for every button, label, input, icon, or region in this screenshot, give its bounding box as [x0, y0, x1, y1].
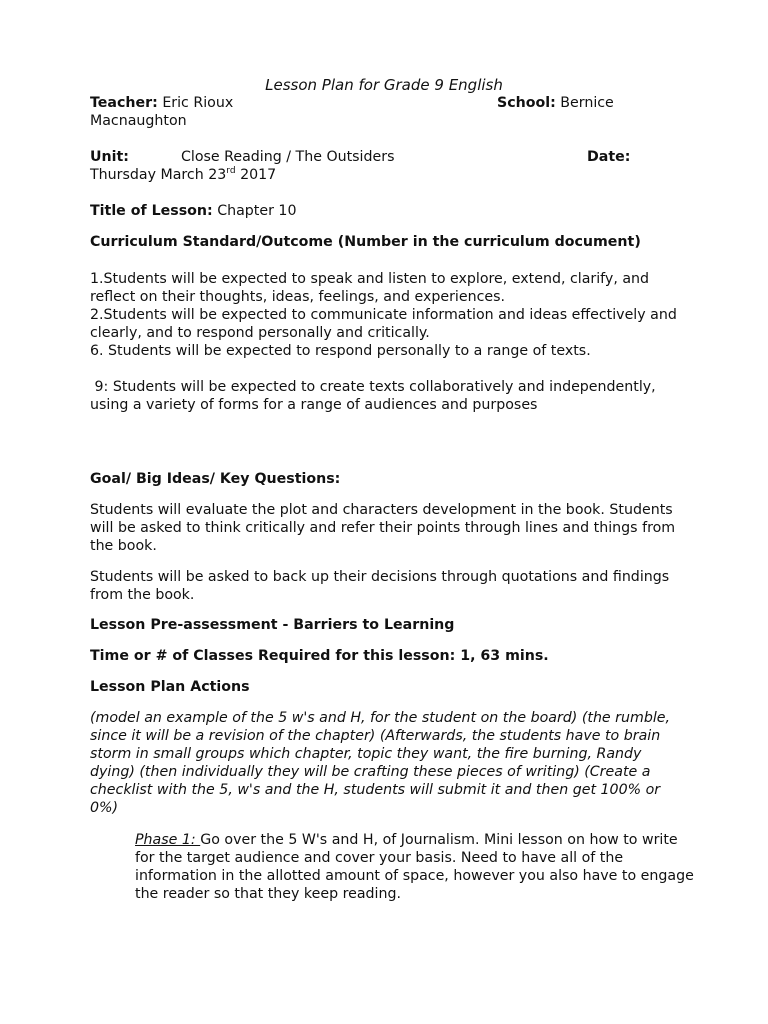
- school-line: [497, 94, 614, 112]
- school-value-continued: Macnaughton: [90, 113, 187, 129]
- pre-assessment-heading: Lesson Pre-assessment - Barriers to Learning: [90, 617, 455, 633]
- phase-1-paragraph: [135, 831, 695, 903]
- date-value-year: 2017: [235, 167, 277, 183]
- school-label: School:: [497, 95, 556, 111]
- teacher-value: Eric Rioux: [162, 95, 234, 111]
- lesson-title-label: Title of Lesson:: [90, 203, 213, 219]
- unit-label: Unit:: [90, 149, 129, 165]
- teacher-line: [90, 94, 233, 112]
- phase-1-label: Phase 1:: [135, 832, 201, 848]
- document-title: Lesson Plan for Grade 9 English: [265, 76, 503, 94]
- goal-paragraph-2: Students will be asked to back up their decisions through quotations and findings from the book.: [90, 569, 670, 603]
- curriculum-outcome-1: 1.Students will be expected to speak and listen to explore, extend, clarify, and reflect on their thoughts, ideas, feelings, and experiences.: [90, 271, 650, 305]
- lesson-title-value: Chapter 10: [217, 203, 297, 219]
- phase-1-text: Go over the 5 W's and H, of Journalism. Mini lesson on how to write for the target audience and cover your basis. Need to have all of the information in the allotted amount of space, however you also have to engage the reader so that they keep reading.: [135, 832, 694, 902]
- actions-heading: Lesson Plan Actions: [90, 679, 250, 695]
- date-value-main: Thursday March 23: [90, 167, 227, 183]
- goal-heading: Goal/ Big Ideas/ Key Questions:: [90, 471, 341, 487]
- curriculum-outcome-9: 9: Students will be expected to create texts collaboratively and independently, using a variety of forms for a range of audiences and purposes: [90, 379, 661, 413]
- date-value-suffix: rd: [226, 166, 236, 176]
- date-value: [90, 166, 276, 184]
- date-label: Date:: [587, 149, 631, 165]
- unit-value: Close Reading / The Outsiders: [181, 149, 395, 165]
- curriculum-heading: Curriculum Standard/Outcome (Number in the curriculum document): [90, 234, 641, 250]
- lesson-title-line: [90, 202, 297, 220]
- curriculum-outcome-6: 6. Students will be expected to respond personally to a range of texts.: [90, 343, 591, 359]
- curriculum-outcome-2: 2.Students will be expected to communicate information and ideas effectively and clearly, and to respond personally and critically.: [90, 307, 677, 341]
- goal-paragraph-1: Students will evaluate the plot and characters development in the book. Students will be asked to think critically and refer their points through lines and things from the book.: [90, 502, 676, 554]
- teacher-label: Teacher:: [90, 95, 158, 111]
- time-required-heading: Time or # of Classes Required for this lesson: 1, 63 mins.: [90, 648, 549, 664]
- actions-model-note: (model an example of the 5 w's and H, for the student on the board) (the rumble, since it will be a revision of the chapter) (Afterwards, the students have to brain storm in small groups which chapter, topic they want, the fire burning, Randy dying) (then individually they will be crafting these pieces of writing) (Create a checklist with the 5, w's and the H, students will submit it and then get 100% or 0%): [90, 710, 671, 816]
- school-value: Bernice: [560, 95, 614, 111]
